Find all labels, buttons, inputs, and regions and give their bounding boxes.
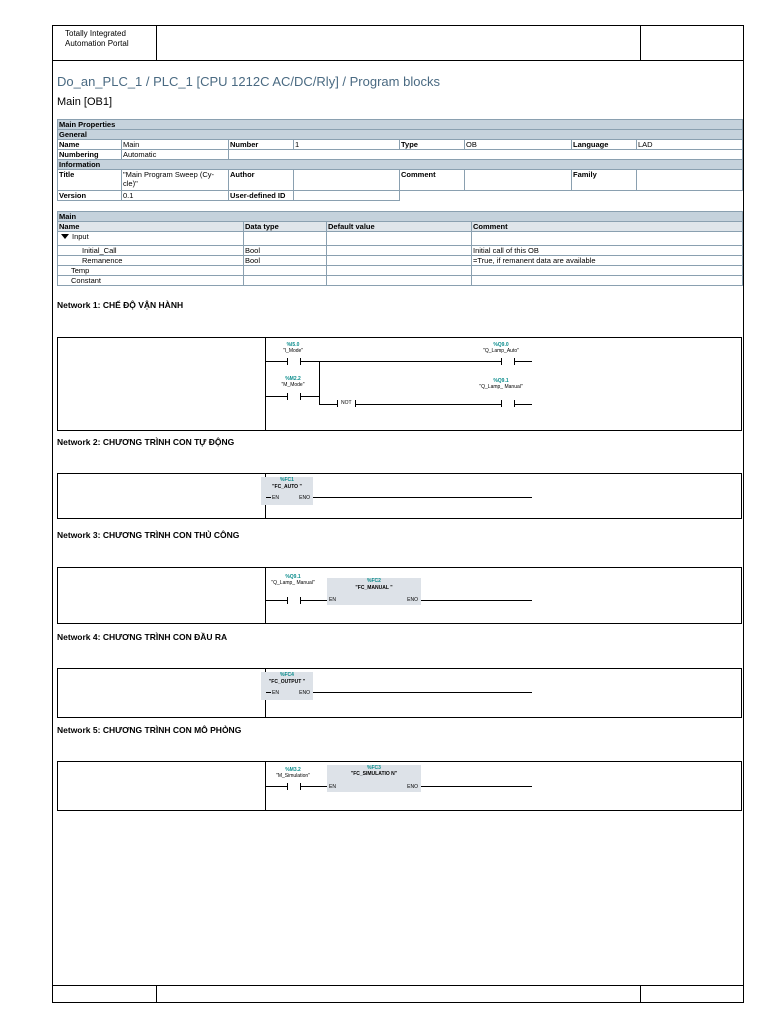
function-block[interactable] xyxy=(327,578,421,605)
block-name: "FC_SIMULATIO N" xyxy=(350,771,398,777)
output-coil[interactable] xyxy=(501,400,515,407)
param-name: Initial_Call xyxy=(58,246,244,256)
contact-address: %I5.0 xyxy=(286,342,300,348)
col-comment: Comment xyxy=(472,222,743,232)
eno-pin: ENO xyxy=(407,784,418,790)
section-header: Main xyxy=(58,212,743,222)
title-value: "Main Program Sweep (Cy-cle)" xyxy=(122,170,229,191)
function-block[interactable] xyxy=(261,477,313,505)
version-value: 0.1 xyxy=(122,191,229,201)
block-address: %FC1 xyxy=(280,477,294,483)
coil-address: %Q9.0 xyxy=(493,342,509,348)
block-address: %FC4 xyxy=(280,672,294,678)
param-comment: Initial call of this OB xyxy=(472,246,743,256)
family-value xyxy=(637,170,743,191)
name-value: Main xyxy=(122,140,229,150)
numbering-value: Automatic xyxy=(122,150,229,160)
contact-symbol: "M_Mode" xyxy=(281,382,305,388)
page-footer xyxy=(53,985,743,1002)
block-name: "FC_AUTO " xyxy=(272,484,302,490)
param-name: Remanence xyxy=(58,256,244,266)
triangle-down-icon[interactable] xyxy=(61,234,69,239)
footer-divider xyxy=(640,986,641,1002)
portal-name: Totally Integrated Automation Portal xyxy=(53,26,157,60)
output-coil[interactable] xyxy=(501,358,515,365)
author-value xyxy=(294,170,400,191)
en-pin: EN xyxy=(329,784,336,790)
function-block[interactable] xyxy=(327,765,421,792)
empty-cell xyxy=(400,191,743,201)
network-4[interactable] xyxy=(57,668,742,718)
block-address: %FC2 xyxy=(367,578,381,584)
language-label: Language xyxy=(572,140,637,150)
no-contact[interactable] xyxy=(287,783,301,790)
param-type: Bool xyxy=(244,256,327,266)
eno-pin: ENO xyxy=(407,597,418,603)
name-label: Name xyxy=(58,140,122,150)
contact-symbol: "Q_Lamp_ Manual" xyxy=(271,580,315,586)
temp-label: Temp xyxy=(58,266,244,276)
footer-divider xyxy=(156,986,157,1002)
col-type: Data type xyxy=(244,222,327,232)
network-title: Network 1: CHẾ ĐỘ VẬN HÀNH xyxy=(57,300,184,310)
interface-table xyxy=(57,211,743,286)
type-value: OB xyxy=(465,140,572,150)
en-pin: EN xyxy=(272,690,279,696)
block-title: Main [OB1] xyxy=(57,96,113,108)
section-header: Main Properties xyxy=(58,120,743,130)
empty-cell xyxy=(229,150,743,160)
en-pin: EN xyxy=(329,597,336,603)
contact-symbol: "I_Mode" xyxy=(282,348,304,354)
contact-address: %M2.2 xyxy=(285,376,301,382)
col-default: Default value xyxy=(327,222,472,232)
network-5[interactable] xyxy=(57,761,742,811)
version-label: Version xyxy=(58,191,122,201)
no-contact[interactable] xyxy=(287,358,301,365)
en-pin: EN xyxy=(272,495,279,501)
coil-symbol: "Q_Lamp_ Manual" xyxy=(479,384,523,390)
eno-pin: ENO xyxy=(299,495,310,501)
section-header: Information xyxy=(58,160,743,170)
param-type: Bool xyxy=(244,246,327,256)
no-contact[interactable] xyxy=(287,393,301,400)
eno-pin: ENO xyxy=(299,690,310,696)
network-title: Network 3: CHƯƠNG TRÌNH CON THỦ CÔNG xyxy=(57,530,240,540)
block-name: "FC_OUTPUT " xyxy=(268,679,306,685)
number-value: 1 xyxy=(294,140,400,150)
input-row[interactable] xyxy=(58,232,244,246)
block-name: "FC_MANUAL " xyxy=(355,585,393,591)
coil-symbol: "Q_Lamp_Auto" xyxy=(483,348,519,354)
contact-symbol: "M_Simulation" xyxy=(276,773,310,779)
block-address: %FC3 xyxy=(367,765,381,771)
input-label: Input xyxy=(72,232,89,241)
function-block[interactable] xyxy=(261,672,313,700)
contact-address: %Q9.1 xyxy=(285,574,301,580)
network-title: Network 4: CHƯƠNG TRÌNH CON ĐẦU RA xyxy=(57,632,228,642)
not-contact[interactable]: NOT xyxy=(337,400,356,407)
contact-address: %M3.2 xyxy=(285,767,301,773)
numbering-label: Numbering xyxy=(58,150,122,160)
author-label: Author xyxy=(229,170,294,191)
language-value: LAD xyxy=(637,140,743,150)
comment-label: Comment xyxy=(400,170,465,191)
type-label: Type xyxy=(400,140,465,150)
userid-value xyxy=(294,191,400,201)
network-3[interactable] xyxy=(57,567,742,624)
param-comment: =True, if remanent data are available xyxy=(472,256,743,266)
coil-address: %Q9.1 xyxy=(493,378,509,384)
title-label: Title xyxy=(58,170,122,191)
family-label: Family xyxy=(572,170,637,191)
number-label: Number xyxy=(229,140,294,150)
network-title: Network 5: CHƯƠNG TRÌNH CON MÔ PHỎNG xyxy=(57,725,242,735)
userid-label: User-defined ID xyxy=(229,191,294,201)
network-title: Network 2: CHƯƠNG TRÌNH CON TỰ ĐỘNG xyxy=(57,437,235,447)
header-divider xyxy=(640,26,641,60)
page-header xyxy=(53,26,743,61)
no-contact[interactable] xyxy=(287,597,301,604)
network-2[interactable] xyxy=(57,473,742,519)
constant-label: Constant xyxy=(58,276,244,286)
network-1[interactable] xyxy=(57,337,742,431)
properties-table xyxy=(57,119,743,201)
col-name: Name xyxy=(58,222,244,232)
comment-value xyxy=(465,170,572,191)
section-header: General xyxy=(58,130,743,140)
page-title: Do_an_PLC_1 / PLC_1 [CPU 1212C AC/DC/Rly] / Program blocks xyxy=(57,74,440,89)
